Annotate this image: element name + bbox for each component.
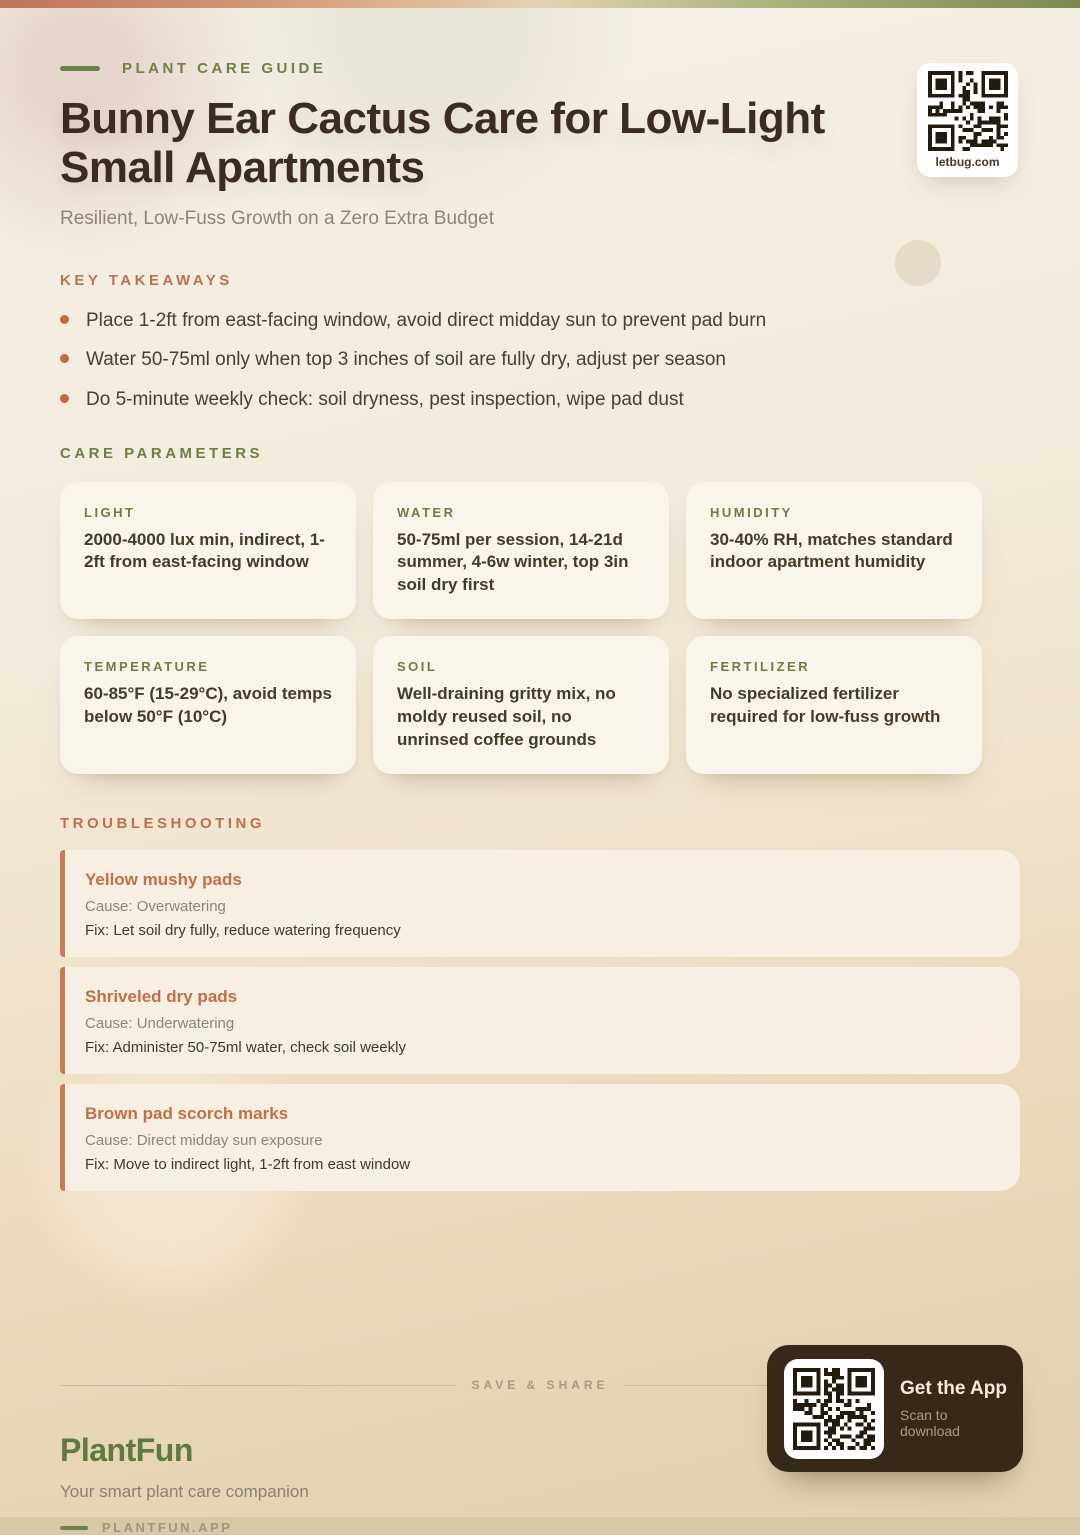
troubleshooting-item	[60, 850, 1020, 957]
care-card-water	[373, 482, 669, 620]
troubleshooting-section	[60, 815, 1020, 1191]
takeaway-text: Do 5-minute weekly check: soil dryness, pest inspection, wipe pad dust	[86, 388, 684, 410]
card-label: SOIL	[397, 659, 438, 675]
eyebrow-dash	[60, 66, 100, 71]
decorative-circle	[963, 1032, 1001, 1070]
app-card-title: Get the App	[900, 1378, 1007, 1399]
issue-fix: Fix: Let soil dry fully, reduce watering frequency	[85, 922, 401, 940]
divider-line	[60, 1385, 455, 1386]
list-item	[60, 309, 1020, 334]
takeaway-text: Water 50-75ml only when top 3 inches of soil are fully dry, adjust per season	[86, 349, 726, 371]
bullet-icon	[60, 394, 69, 403]
troubleshooting-list	[60, 850, 1020, 1191]
care-card-fertilizer	[686, 636, 982, 774]
list-item	[60, 348, 1020, 373]
card-text: 30-40% RH, matches standard indoor apartment humidity	[710, 529, 953, 572]
brand-name: PlantFun	[60, 1432, 193, 1469]
takeaways-list	[60, 309, 1020, 413]
get-app-card	[767, 1345, 1023, 1472]
card-label: TEMPERATURE	[84, 659, 210, 675]
bullet-icon	[60, 354, 69, 363]
key-takeaways-section	[60, 272, 1020, 413]
page-title: Bunny Ear Cactus Care for Low-Light Small Apartments	[60, 94, 825, 193]
care-parameters-heading: CARE PARAMETERS	[60, 444, 264, 462]
qr-code-icon	[793, 1368, 875, 1450]
troubleshooting-heading: TROUBLESHOOTING	[60, 815, 265, 833]
source-qr-card	[917, 63, 1018, 177]
app-card-subtitle: Scan to download	[900, 1407, 960, 1439]
card-text: 60-85°F (15-29°C), avoid temps below 50°F (10°C)	[84, 684, 332, 727]
app-card-text	[900, 1378, 1007, 1439]
issue-fix: Fix: Move to indirect light, 1-2ft from east window	[85, 1156, 411, 1174]
takeaways-heading: KEY TAKEAWAYS	[60, 271, 233, 289]
brand-dash	[60, 1526, 88, 1530]
troubleshooting-item	[60, 967, 1020, 1074]
issue-title: Yellow mushy pads	[85, 870, 242, 890]
bullet-icon	[60, 315, 69, 324]
divider-label: SAVE & SHARE	[471, 1378, 609, 1393]
care-card-temperature	[60, 636, 356, 774]
care-parameters-grid	[60, 482, 982, 775]
issue-title: Shriveled dry pads	[85, 987, 238, 1007]
brand-site-row	[60, 1520, 1020, 1535]
card-text: 50-75ml per session, 14-21d summer, 4-6w winter, top 3in soil dry first	[397, 529, 629, 594]
issue-title: Brown pad scorch marks	[85, 1104, 289, 1124]
app-qr-tile	[784, 1359, 884, 1459]
care-parameters-section	[60, 445, 1020, 775]
card-text: 2000-4000 lux min, indirect, 1-2ft from east-facing window	[84, 529, 325, 572]
list-item	[60, 388, 1020, 413]
qr-caption: letbug.com	[935, 155, 1000, 169]
issue-cause: Cause: Underwatering	[85, 1015, 235, 1033]
brand-tagline: Your smart plant care companion	[60, 1482, 309, 1502]
issue-cause: Cause: Overwatering	[85, 898, 226, 916]
troubleshooting-item	[60, 1084, 1020, 1191]
card-text: Well-draining gritty mix, no moldy reused soil, no unrinsed coffee grounds	[397, 684, 616, 749]
care-card-light	[60, 482, 356, 620]
header-eyebrow-row	[60, 0, 1020, 77]
eyebrow-label: PLANT CARE GUIDE	[122, 60, 327, 77]
card-label: HUMIDITY	[710, 504, 793, 520]
card-label: LIGHT	[84, 504, 136, 520]
card-label: WATER	[397, 504, 456, 520]
takeaway-text: Place 1-2ft from east-facing window, avoid direct midday sun to prevent pad burn	[86, 309, 767, 331]
card-text: No specialized fertilizer required for low-fuss growth	[710, 684, 941, 727]
care-card-soil	[373, 636, 669, 774]
brand-site-url: PLANTFUN.APP	[102, 1520, 233, 1535]
card-label: FERTILIZER	[710, 659, 811, 675]
qr-code-icon	[928, 71, 1008, 151]
issue-cause: Cause: Direct midday sun exposure	[85, 1132, 323, 1150]
care-card-humidity	[686, 482, 982, 620]
issue-fix: Fix: Administer 50-75ml water, check soil weekly	[85, 1039, 406, 1057]
page-subtitle: Resilient, Low-Fuss Growth on a Zero Extra Budget	[60, 207, 495, 229]
